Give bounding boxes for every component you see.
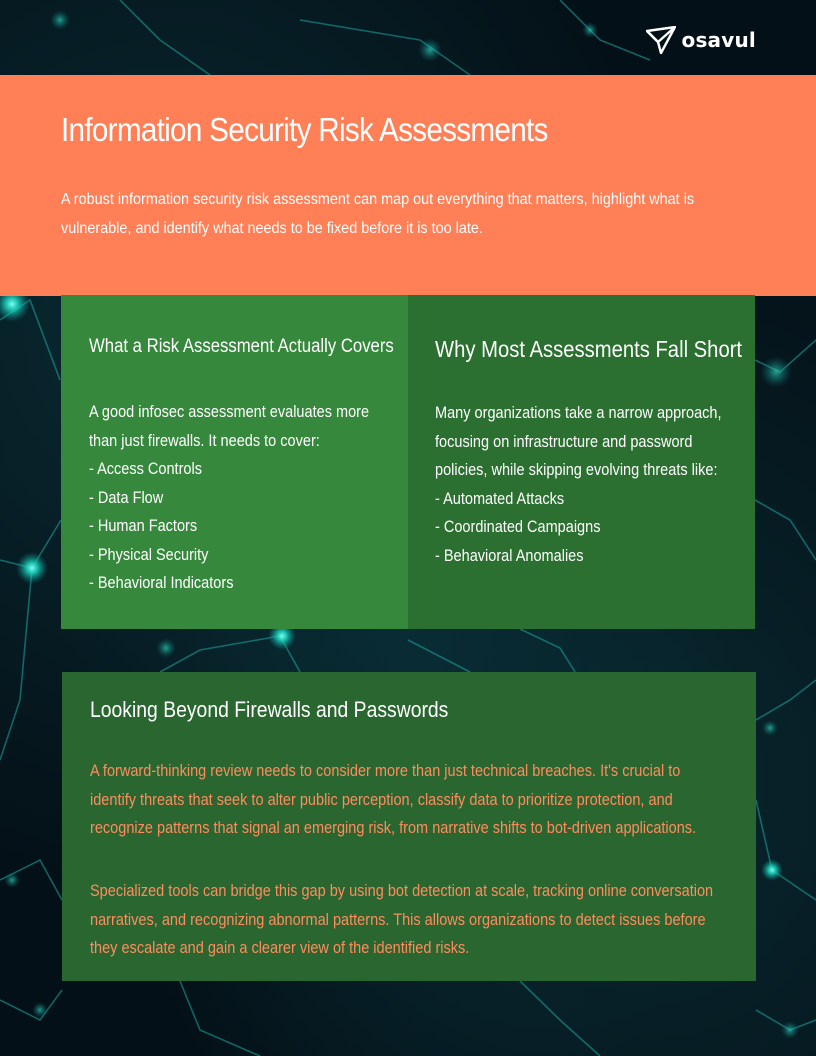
page-title: Information Security Risk Assessments	[61, 111, 548, 148]
beyond-card-title: Looking Beyond Firewalls and Passwords	[90, 697, 449, 722]
covers-card-body	[89, 398, 388, 598]
hero-banner	[0, 75, 816, 296]
covers-card-intro: A good infosec assessment evaluates more than just firewalls. It needs to cover:	[89, 403, 370, 450]
list-item: - Human Factors	[89, 517, 198, 535]
brand-name: osavul	[681, 28, 756, 52]
paper-plane-icon	[646, 26, 676, 54]
list-item: - Physical Security	[89, 545, 209, 564]
list-item: - Data Flow	[89, 488, 164, 507]
fall-short-list	[435, 485, 734, 571]
list-item: - Behavioral Indicators	[89, 574, 234, 592]
beyond-paragraph: A forward-thinking review needs to consider more than just technical breaches. It's crucial to identify threats that seek to alter public perception, classify data to prioritize protection, and recognize patterns that signal an emerging risk, from narrative shifts to bot-driven applications.	[90, 762, 697, 837]
list-item: - Coordinated Campaigns	[435, 518, 601, 536]
covers-card	[61, 295, 408, 629]
list-item: - Behavioral Anomalies	[435, 546, 584, 565]
fall-short-card	[408, 295, 755, 629]
fall-short-card-title: Why Most Assessments Fall Short	[435, 336, 743, 362]
covers-card-title: What a Risk Assessment Actually Covers	[89, 336, 394, 357]
fall-short-card-intro: Many organizations take a narrow approach, focusing on infrastructure and password policies, while skipping evolving threats like:	[435, 404, 722, 479]
list-item: - Automated Attacks	[435, 489, 565, 508]
beyond-card	[62, 672, 756, 981]
list-item: - Access Controls	[89, 460, 202, 478]
brand-logo	[646, 26, 756, 54]
covers-list	[89, 455, 388, 598]
beyond-paragraph: Specialized tools can bridge this gap by using bot detection at scale, tracking online conversation narratives, and recognizing abnormal patterns. This allows organizations to detect issues before they escalate and gain a clearer view of the identified risks.	[90, 882, 714, 957]
fall-short-card-body	[435, 399, 734, 570]
hero-description: A robust information security risk assessment can map out everything that matters, highlight what is vulnerable, and identify what needs to be fixed before it is too late.	[61, 191, 695, 237]
